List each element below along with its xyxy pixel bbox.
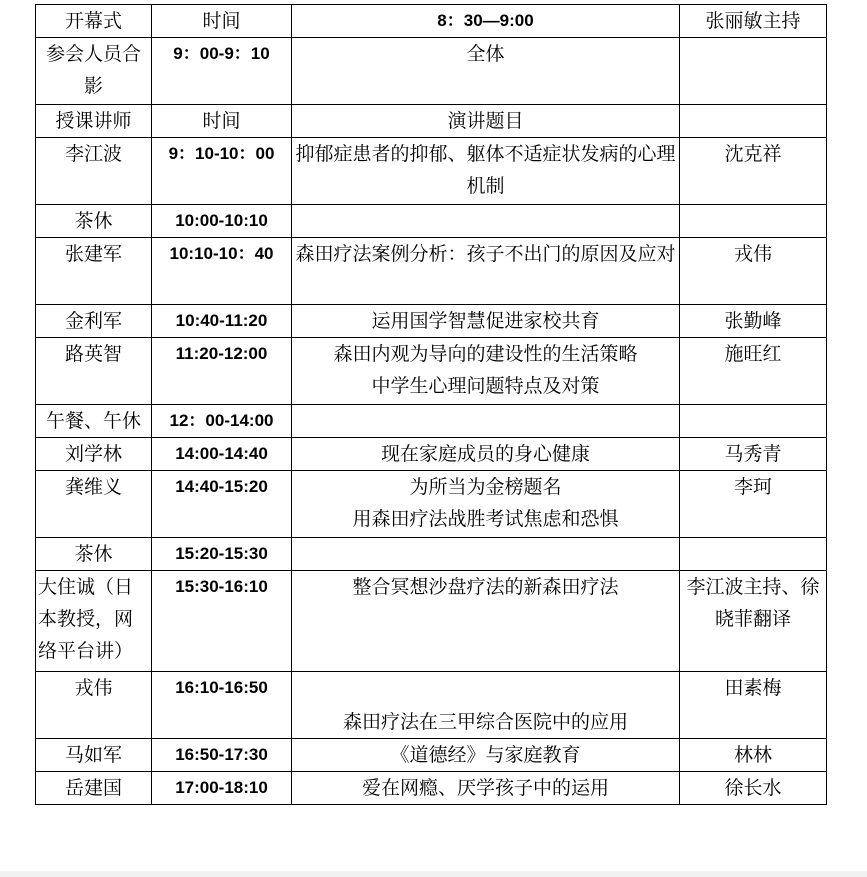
table-row xyxy=(36,205,827,238)
cell-speaker: 刘学林 xyxy=(36,438,152,471)
cell-time: 10:00-10:10 xyxy=(152,205,292,238)
cell-host: 施旺红 xyxy=(680,338,827,405)
cell-speaker: 午餐、午休 xyxy=(36,405,152,438)
cell-host: 张丽敏主持 xyxy=(680,5,827,38)
cell-topic: 《道德经》与家庭教育 xyxy=(292,739,680,772)
bottom-bar xyxy=(0,871,867,877)
topic-line: 为所当为金榜题名 xyxy=(409,476,562,498)
cell-host: 张勤峰 xyxy=(680,305,827,338)
cell-speaker: 大住诚（日本教授，网络平台讲） xyxy=(36,571,152,672)
table-row xyxy=(36,38,827,105)
cell-time: 14:00-14:40 xyxy=(152,438,292,471)
table-row xyxy=(36,672,827,739)
topic-line: 用森田疗法战胜考试焦虑和恐惧 xyxy=(352,508,619,530)
cell-speaker: 张建军 xyxy=(36,238,152,305)
table-row xyxy=(36,305,827,338)
table-row xyxy=(36,471,827,538)
table-row xyxy=(36,338,827,405)
cell-time: 12：00-14:00 xyxy=(152,405,292,438)
cell-host: 徐长水 xyxy=(680,772,827,805)
cell-time: 时间 xyxy=(152,105,292,138)
cell-topic: 运用国学智慧促进家校共育 xyxy=(292,305,680,338)
table-row xyxy=(36,739,827,772)
cell-host: 沈克祥 xyxy=(680,138,827,205)
cell-speaker: 马如军 xyxy=(36,739,152,772)
cell-host xyxy=(680,38,827,105)
cell-time: 10:10-10：40 xyxy=(152,238,292,305)
table-row xyxy=(36,138,827,205)
cell-host: 马秀青 xyxy=(680,438,827,471)
cell-category: 参会人员合影 xyxy=(36,38,152,105)
cell-topic xyxy=(292,205,680,238)
cell-host: 林林 xyxy=(680,739,827,772)
cell-topic xyxy=(292,405,680,438)
table-row xyxy=(36,105,827,138)
table-row xyxy=(36,405,827,438)
cell-host: 田素梅 xyxy=(680,672,827,739)
cell-category: 开幕式 xyxy=(36,5,152,38)
cell-host xyxy=(680,205,827,238)
table-row xyxy=(36,5,827,38)
cell-topic: 抑郁症患者的抑郁、躯体不适症状发病的心理机制 xyxy=(292,138,680,205)
cell-category: 授课讲师 xyxy=(36,105,152,138)
cell-time: 9：00-9：10 xyxy=(152,38,292,105)
cell-host: 戎伟 xyxy=(680,238,827,305)
table-row xyxy=(36,438,827,471)
topic-line: 中学生心理问题特点及对策 xyxy=(371,375,600,397)
cell-topic: 8：30—9:00 xyxy=(292,5,680,38)
schedule-table xyxy=(35,4,827,805)
cell-time: 15:20-15:30 xyxy=(152,538,292,571)
cell-time: 10:40-11:20 xyxy=(152,305,292,338)
cell-time: 9：10-10：00 xyxy=(152,138,292,205)
cell-speaker: 岳建国 xyxy=(36,772,152,805)
table-row xyxy=(36,538,827,571)
cell-host xyxy=(680,405,827,438)
cell-time: 17:00-18:10 xyxy=(152,772,292,805)
cell-topic xyxy=(292,338,680,405)
cell-speaker: 龚维义 xyxy=(36,471,152,538)
cell-topic: 全体 xyxy=(292,38,680,105)
cell-topic: 现在家庭成员的身心健康 xyxy=(292,438,680,471)
cell-speaker: 路英智 xyxy=(36,338,152,405)
cell-topic: 森田疗法在三甲综合医院中的应用 xyxy=(292,672,680,739)
cell-time: 14:40-15:20 xyxy=(152,471,292,538)
cell-topic: 爱在网瘾、厌学孩子中的运用 xyxy=(292,772,680,805)
table-row xyxy=(36,238,827,305)
cell-time: 16:50-17:30 xyxy=(152,739,292,772)
cell-speaker: 金利军 xyxy=(36,305,152,338)
cell-host: 李江波主持、徐晓菲翻译 xyxy=(680,571,827,672)
cell-speaker: 茶休 xyxy=(36,205,152,238)
cell-host xyxy=(680,105,827,138)
cell-topic xyxy=(292,538,680,571)
cell-host xyxy=(680,538,827,571)
cell-time: 16:10-16:50 xyxy=(152,672,292,739)
cell-topic: 整合冥想沙盘疗法的新森田疗法 xyxy=(292,571,680,672)
cell-time: 11:20-12:00 xyxy=(152,338,292,405)
cell-topic: 森田疗法案例分析：孩子不出门的原因及应对 xyxy=(292,238,680,305)
cell-speaker: 戎伟 xyxy=(36,672,152,739)
table-row xyxy=(36,571,827,672)
cell-time: 15:30-16:10 xyxy=(152,571,292,672)
cell-host: 李珂 xyxy=(680,471,827,538)
cell-time: 时间 xyxy=(152,5,292,38)
topic-line: 森田内观为导向的建设性的生活策略 xyxy=(333,343,638,365)
table-row xyxy=(36,772,827,805)
cell-topic xyxy=(292,471,680,538)
cell-speaker: 李江波 xyxy=(36,138,152,205)
cell-topic: 演讲题目 xyxy=(292,105,680,138)
cell-speaker: 茶休 xyxy=(36,538,152,571)
